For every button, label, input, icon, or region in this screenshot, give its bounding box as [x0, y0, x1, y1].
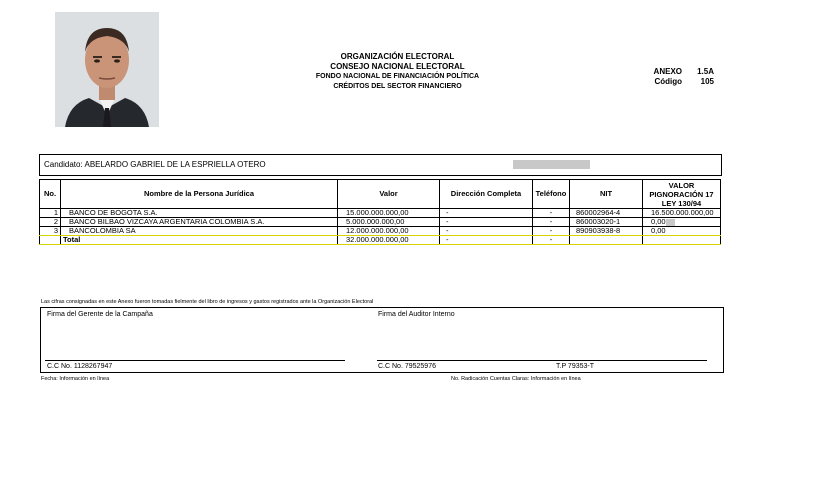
auditor-cc: C.C No. 79525976 — [378, 363, 436, 370]
disclaimer-note: Las cifras consignadas en este Anexo fueron tomadas fielmente del libro de ingresos y gastos registrados ante la Organización Electoral — [41, 299, 374, 305]
table-header-row — [40, 180, 721, 209]
cell-nit: 890903938-8 — [570, 227, 643, 236]
portrait-image — [55, 12, 159, 127]
manager-signature-line — [45, 360, 345, 361]
candidate-box — [39, 154, 722, 176]
col-header-no: No. — [40, 180, 61, 209]
manager-cc: C.C No. 1128267947 — [47, 363, 113, 370]
cell-value: 12.000.000.000,00 — [338, 227, 440, 236]
footer-date: Fecha: Información en línea — [41, 376, 110, 382]
table-row — [40, 227, 721, 236]
total-label: Total — [61, 236, 338, 245]
cell-no: 3 — [40, 227, 61, 236]
credits-table — [39, 179, 721, 245]
annex-info — [640, 67, 714, 87]
header-line-4: CRÉDITOS DEL SECTOR FINANCIERO — [333, 83, 462, 90]
cell-address: - — [440, 209, 533, 218]
cell-name: BANCOLOMBIA SA — [61, 227, 338, 236]
cell-empty — [643, 236, 721, 245]
auditor-tp: T.P 79353-T — [556, 363, 595, 370]
cell-value: 15.000.000.000,00 — [338, 209, 440, 218]
annex-label: ANEXO — [653, 67, 682, 76]
cell-nit: 860003020-1 — [570, 218, 643, 227]
cell-pledge: 0,00 — [643, 227, 721, 236]
candidate-name: Candidato: ABELARDO GABRIEL DE LA ESPRIELLA OTERO — [44, 160, 266, 169]
cell-empty — [40, 236, 61, 245]
header-line-2: CONSEJO NACIONAL ELECTORAL — [330, 62, 465, 71]
cell-phone: - — [533, 218, 570, 227]
cell-pledge-text: 0,00 — [651, 217, 666, 226]
cell-empty — [570, 236, 643, 245]
footer-radication: No. Radicación Cuentas Claras: Información en línea — [451, 376, 581, 382]
annex-value: 1.5A — [697, 67, 714, 76]
header-line-3: FONDO NACIONAL DE FINANCIACIÓN POLÍTICA — [315, 73, 480, 80]
redacted-field — [666, 219, 675, 226]
col-header-value: Valor — [338, 180, 440, 209]
manager-signature-title: Firma del Gerente de la Campaña — [47, 311, 153, 318]
cell-address: - — [440, 218, 533, 227]
code-label: Código — [654, 77, 682, 86]
cell-no: 2 — [40, 218, 61, 227]
cell-nit: 860002964-4 — [570, 209, 643, 218]
col-header-phone: Teléfono — [533, 180, 570, 209]
table-row — [40, 218, 721, 227]
code-value: 105 — [700, 77, 714, 86]
col-header-nit: NIT — [570, 180, 643, 209]
auditor-signature-title: Firma del Auditor Interno — [378, 311, 455, 318]
cell-value: 5.000.000.000,00 — [338, 218, 440, 227]
col-header-pledge: VALOR PIGNORACIÓN 17 LEY 130/94 — [643, 180, 721, 209]
col-header-address: Dirección Completa — [440, 180, 533, 209]
total-address: - — [440, 236, 533, 245]
cell-address: - — [440, 227, 533, 236]
total-value: 32.000.000.000,00 — [338, 236, 440, 245]
document-header — [290, 52, 505, 92]
cell-pledge — [643, 218, 721, 227]
cell-name: BANCO DE BOGOTA S.A. — [61, 209, 338, 218]
cell-pledge: 16.500.000.000,00 — [643, 209, 721, 218]
table-row — [40, 209, 721, 218]
cell-no: 1 — [40, 209, 61, 218]
cell-phone: - — [533, 227, 570, 236]
redacted-field — [513, 160, 590, 169]
cell-name: BANCO BILBAO VIZCAYA ARGENTARIA COLOMBIA S.A. — [61, 218, 338, 227]
total-phone: - — [533, 236, 570, 245]
candidate-photo — [55, 12, 159, 127]
table-total-row — [40, 236, 721, 245]
signature-box — [40, 307, 724, 373]
col-header-name: Nombre de la Persona Jurídica — [61, 180, 338, 209]
auditor-signature-line — [377, 360, 707, 361]
cell-phone: - — [533, 209, 570, 218]
header-line-1: ORGANIZACIÓN ELECTORAL — [340, 52, 455, 61]
